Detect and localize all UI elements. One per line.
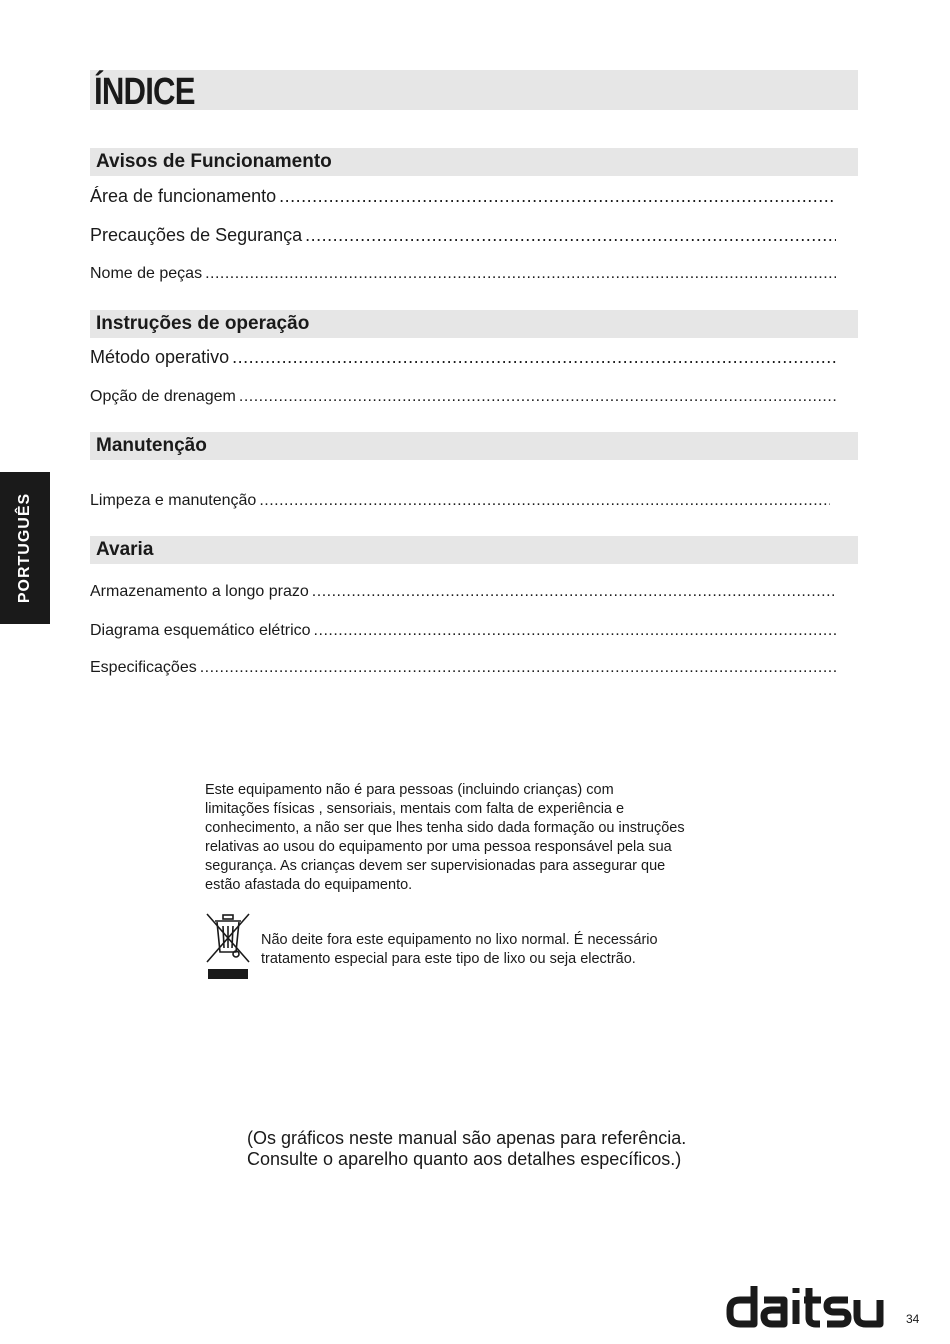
toc-item-label: Método operativo <box>90 347 230 367</box>
crossed-out-bin-icon <box>203 912 253 982</box>
section-heading-instrucoes <box>90 310 858 338</box>
dot-leader <box>200 659 836 677</box>
disclaimer-line: Consulte o aparelho quanto aos detalhes específicos.) <box>247 1149 682 1169</box>
notice-line: estão afastada do equipamento. <box>205 877 413 893</box>
section-heading-label: Instruções de operação <box>96 313 310 334</box>
disclaimer-line: (Os gráficos neste manual são apenas para referência. <box>247 1128 687 1148</box>
toc-item-metodo-operativo[interactable] <box>90 347 836 368</box>
dot-leader <box>312 583 836 601</box>
page-number: 34 <box>906 1312 920 1326</box>
section-heading-manutencao <box>90 432 858 460</box>
toc-item-label: Precauções de Segurança <box>90 225 303 245</box>
notice-line: conhecimento, a não ser que lhes tenha sido dada formação ou instruções <box>205 820 685 836</box>
weee-line: Não deite fora este equipamento no lixo normal. É necessário <box>261 932 658 948</box>
notice-line: limitações físicas , sensoriais, mentais com falta de experiência e <box>205 801 625 817</box>
section-heading-label: Avisos de Funcionamento <box>96 151 332 172</box>
dot-leader <box>232 347 836 368</box>
notice-line: Este equipamento não é para pessoas (incluindo crianças) com <box>205 782 614 798</box>
weee-disposal-note <box>261 931 741 969</box>
toc-item-armazenamento[interactable] <box>90 583 836 601</box>
language-side-tab <box>0 472 50 624</box>
section-heading-label: Avaria <box>96 539 154 560</box>
toc-item-precaucoes[interactable] <box>90 225 836 246</box>
dot-leader <box>314 622 836 640</box>
title-bar <box>90 70 858 113</box>
toc-item-especificacoes[interactable] <box>90 659 836 677</box>
daitsu-logo <box>726 1282 884 1328</box>
toc-item-diagrama[interactable] <box>90 622 836 640</box>
toc-item-label: Diagrama esquemático elétrico <box>90 622 311 639</box>
toc-item-opcao-drenagem[interactable] <box>90 388 836 406</box>
section-heading-avisos <box>90 148 858 176</box>
notice-line: segurança. As crianças devem ser supervisionadas para assegurar que <box>205 858 666 874</box>
section-heading-avaria <box>90 536 858 564</box>
safety-notice <box>205 781 745 895</box>
language-side-tab-label: PORTUGUÊS <box>16 492 33 604</box>
toc-item-label: Nome de peças <box>90 265 203 282</box>
section-heading-label: Manutenção <box>96 435 207 456</box>
weee-line: tratamento especial para este tipo de lixo ou seja electrão. <box>261 951 636 967</box>
dot-leader <box>239 388 836 406</box>
dot-leader <box>279 186 836 207</box>
toc-item-label: Limpeza e manutenção <box>90 492 257 509</box>
graphics-disclaimer <box>247 1128 767 1170</box>
notice-line: relativas ao usou do equipamento por uma pessoa responsável pela sua <box>205 839 672 855</box>
dot-leader <box>205 265 836 283</box>
toc-item-nome-pecas[interactable] <box>90 265 836 283</box>
toc-item-label: Opção de drenagem <box>90 388 236 405</box>
toc-item-label: Área de funcionamento <box>90 186 277 206</box>
toc-item-label: Armazenamento a longo prazo <box>90 583 309 600</box>
toc-item-area-funcionamento[interactable] <box>90 186 836 207</box>
toc-item-label: Especificações <box>90 659 197 676</box>
page-title: ÍNDICE <box>94 71 195 113</box>
dot-leader <box>259 492 830 510</box>
toc-item-limpeza[interactable] <box>90 492 830 510</box>
dot-leader <box>305 225 836 246</box>
